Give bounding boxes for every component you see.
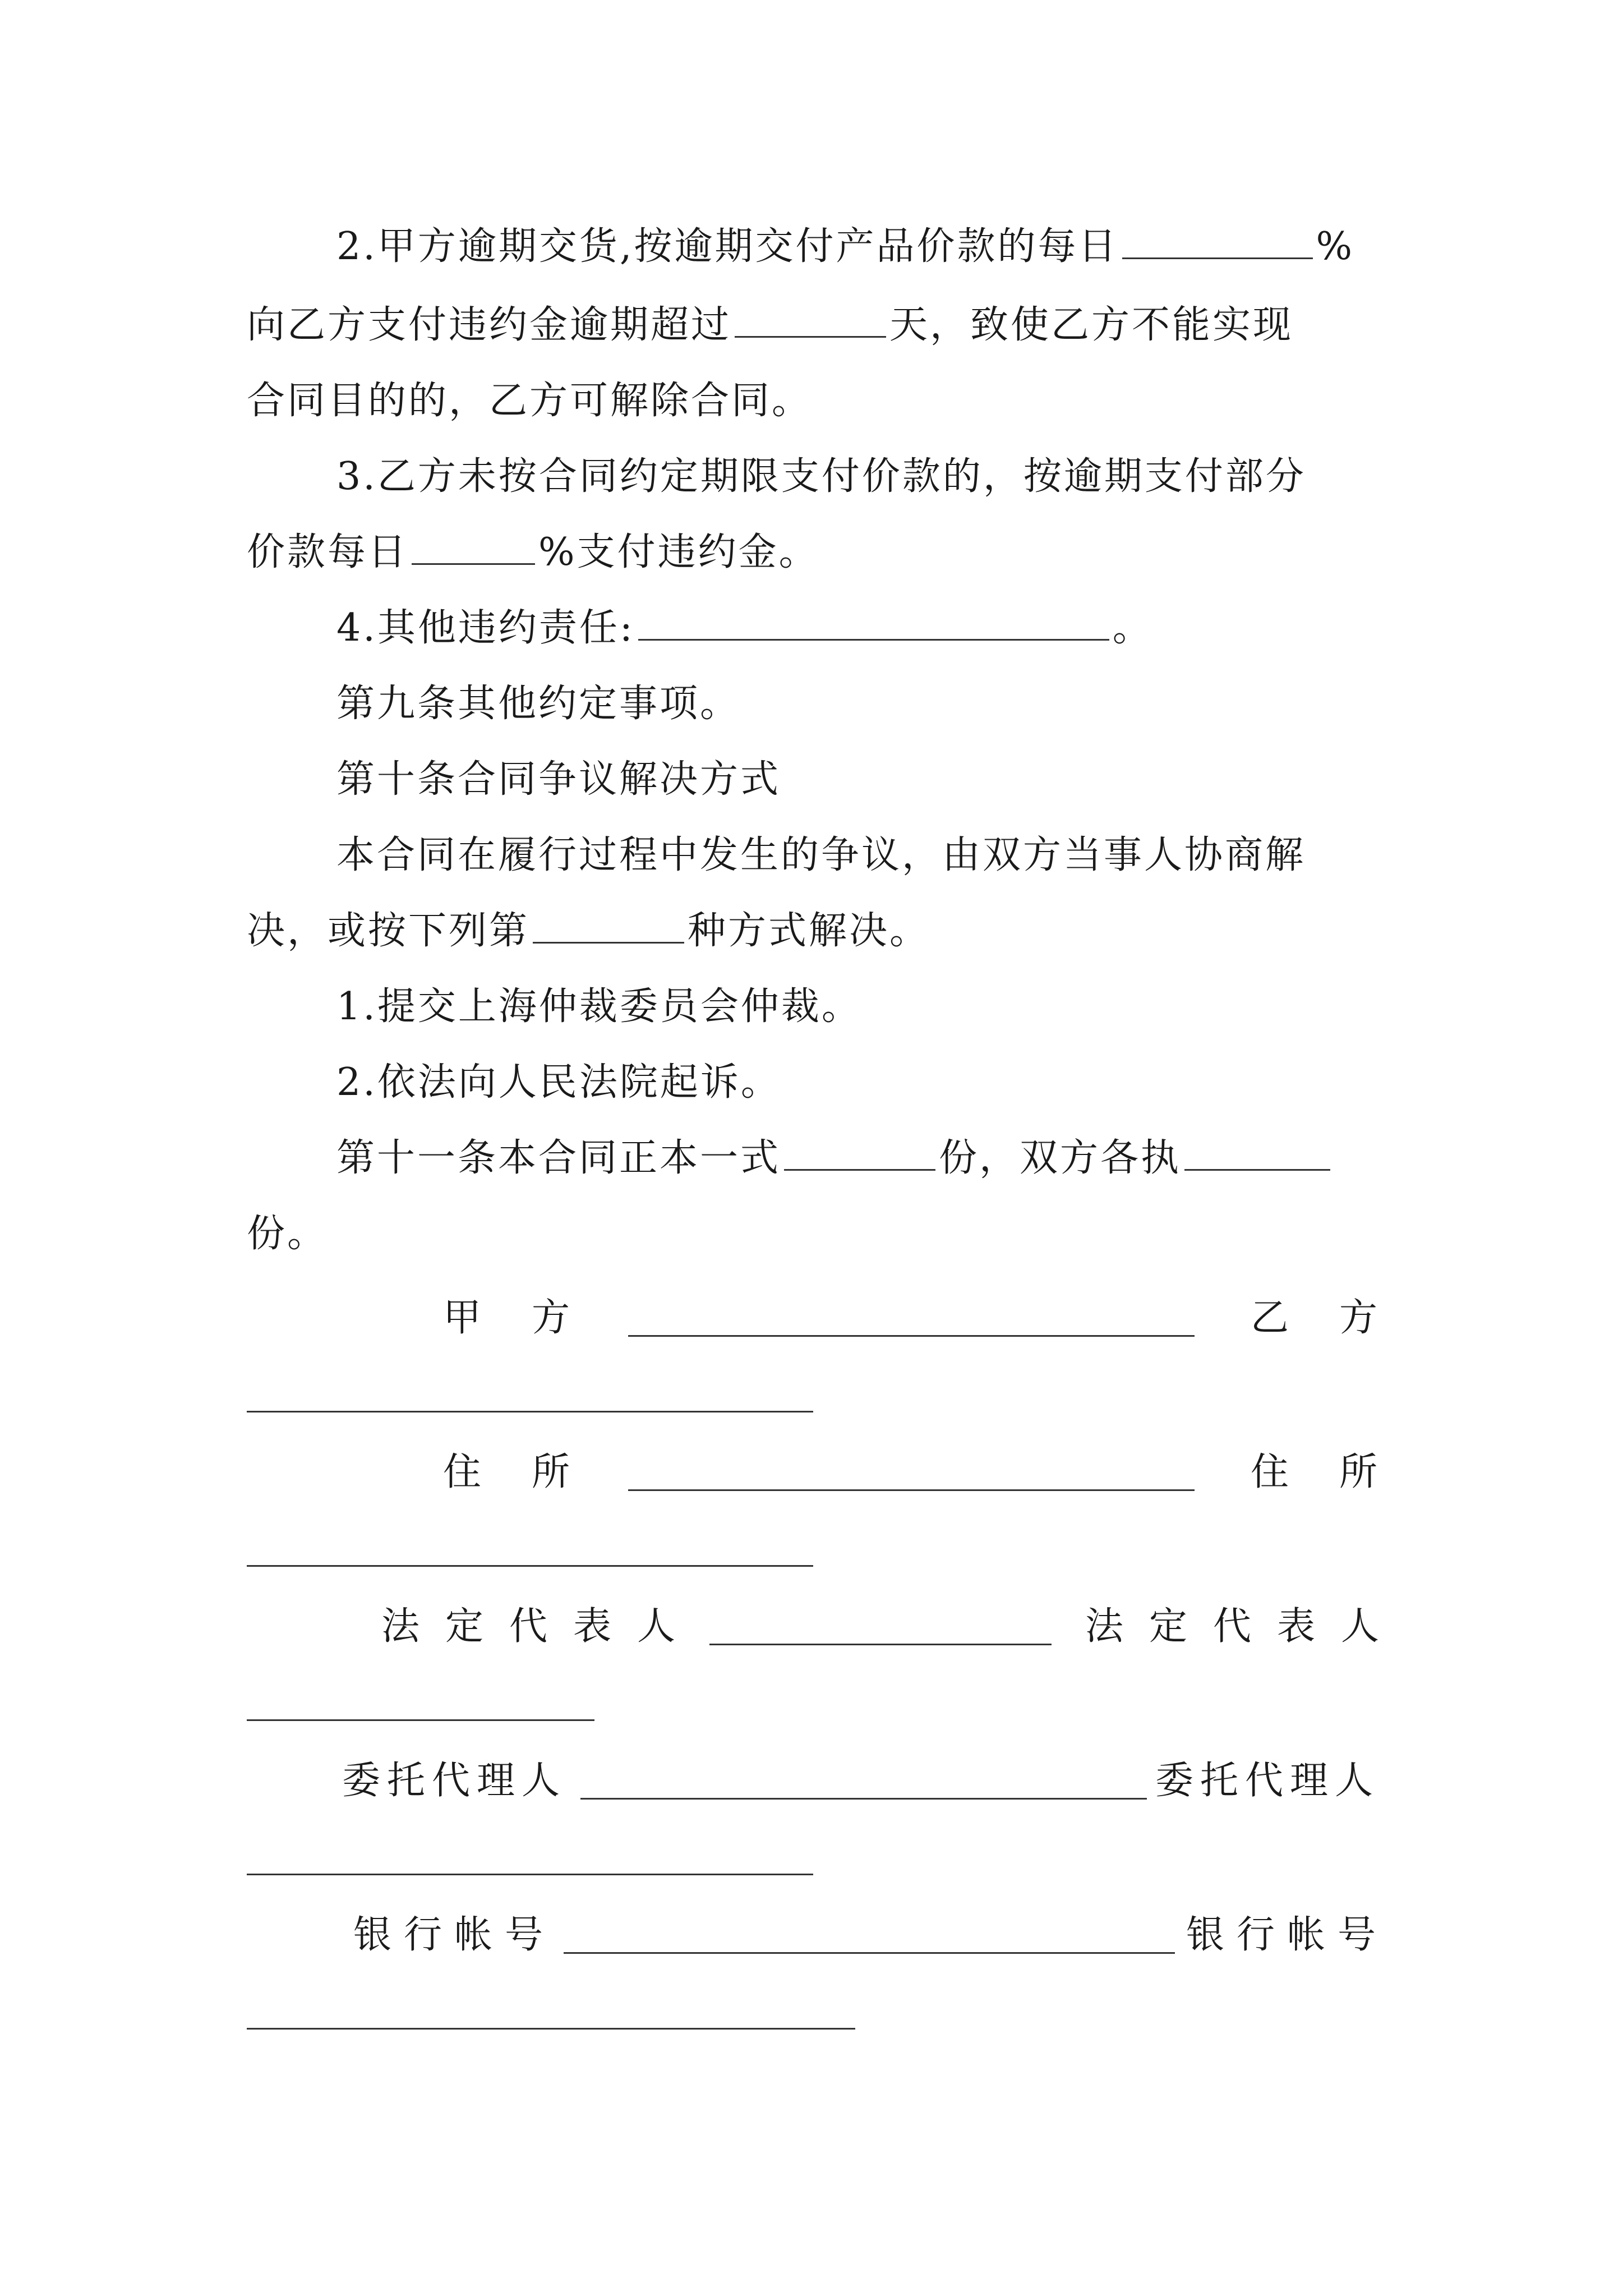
article-10-body-text-a: 本合同在履行过程中发生的争议，由双方当事人协商解	[336, 833, 1306, 877]
copies-each-blank[interactable]	[1184, 1133, 1330, 1171]
article-11-text-b: 份，双方各执	[939, 1136, 1182, 1180]
late-delivery-rate-blank[interactable]	[1122, 222, 1313, 259]
party-b-line[interactable]	[247, 1411, 813, 1412]
address-a-line[interactable]	[628, 1489, 1195, 1491]
article-10-body-text-b: 决，或按下列第	[247, 909, 530, 953]
clause-2-line-3	[247, 373, 1385, 429]
clause-4-text-b: 。	[1112, 606, 1153, 650]
rep-a-line[interactable]	[709, 1644, 1052, 1645]
overdue-days-blank[interactable]	[735, 300, 886, 338]
dispute-option-1	[336, 979, 1385, 1035]
article-10-body-line-1	[336, 827, 1385, 884]
article-11-text-c: 份。	[247, 1212, 328, 1256]
other-liability-blank[interactable]	[638, 603, 1109, 641]
article-10-title	[336, 752, 1385, 808]
article-9	[336, 676, 1385, 732]
clause-2-text-d: 合同目的的，乙方可解除合同。	[247, 379, 813, 423]
clause-2-text-a: 2.甲方逾期交货,按逾期交付产品价款的每日	[336, 224, 1119, 269]
party-b-label: 乙方	[1251, 1296, 1428, 1340]
agent-b-label: 委托代理人	[1155, 1759, 1380, 1803]
article-10-body-text-c: 种方式解决。	[688, 909, 930, 953]
agent-b-line[interactable]	[247, 1874, 813, 1875]
bank-a-label: 银行帐号	[353, 1913, 556, 1957]
clause-4-text-a: 4.其他违约责任:	[336, 606, 635, 650]
clause-2-text-c: 天，致使乙方不能实现	[889, 303, 1294, 347]
clause-2-percent: %	[1316, 224, 1355, 269]
article-10-title-text: 第十条合同争议解决方式	[336, 757, 781, 802]
article-11-text-a: 第十一条本合同正本一式	[336, 1136, 781, 1180]
rep-b-label: 法定代表人	[1085, 1604, 1405, 1649]
clause-3-line-2	[247, 524, 1385, 581]
party-a-label: 甲方	[443, 1296, 621, 1340]
dispute-option-1-text: 1.提交上海仲裁委员会仲裁。	[336, 984, 862, 1029]
dispute-option-2	[336, 1055, 1385, 1111]
clause-3-text-a: 3.乙方未按合同约定期限支付价款的，按逾期支付部分	[336, 454, 1306, 499]
article-11-line-1	[336, 1130, 1385, 1186]
copies-total-blank[interactable]	[784, 1133, 935, 1171]
clause-3-text-b: 价款每日	[247, 530, 409, 574]
clause-2-text-b: 向乙方支付违约金逾期超过	[247, 303, 732, 347]
article-11-line-2	[247, 1206, 1385, 1262]
clause-3-line-1	[336, 449, 1385, 505]
clause-4-line	[336, 600, 1385, 656]
dispute-option-2-text: 2.依法向人民法院起诉。	[336, 1060, 781, 1105]
agent-a-label: 委托代理人	[342, 1759, 567, 1803]
address-b-label: 住所	[1251, 1450, 1428, 1494]
article-10-body-line-2	[247, 903, 1385, 959]
clause-2-line-1	[336, 219, 1385, 275]
agent-a-line[interactable]	[580, 1798, 1147, 1800]
bank-b-label: 银行帐号	[1186, 1913, 1389, 1957]
bank-a-line[interactable]	[564, 1952, 1175, 1954]
clause-3-text-c: %支付违约金。	[538, 530, 819, 574]
bank-b-line[interactable]	[247, 2028, 855, 2030]
rep-b-line[interactable]	[247, 1719, 594, 1721]
address-b-line[interactable]	[247, 1565, 813, 1567]
rep-a-label: 法定代表人	[381, 1604, 702, 1649]
address-a-label: 住所	[443, 1450, 621, 1494]
dispute-method-blank[interactable]	[533, 906, 684, 944]
clause-2-line-2	[247, 297, 1385, 353]
late-payment-rate-blank[interactable]	[412, 527, 535, 565]
party-a-line[interactable]	[628, 1335, 1195, 1337]
article-9-text: 第九条其他约定事项。	[336, 682, 741, 726]
